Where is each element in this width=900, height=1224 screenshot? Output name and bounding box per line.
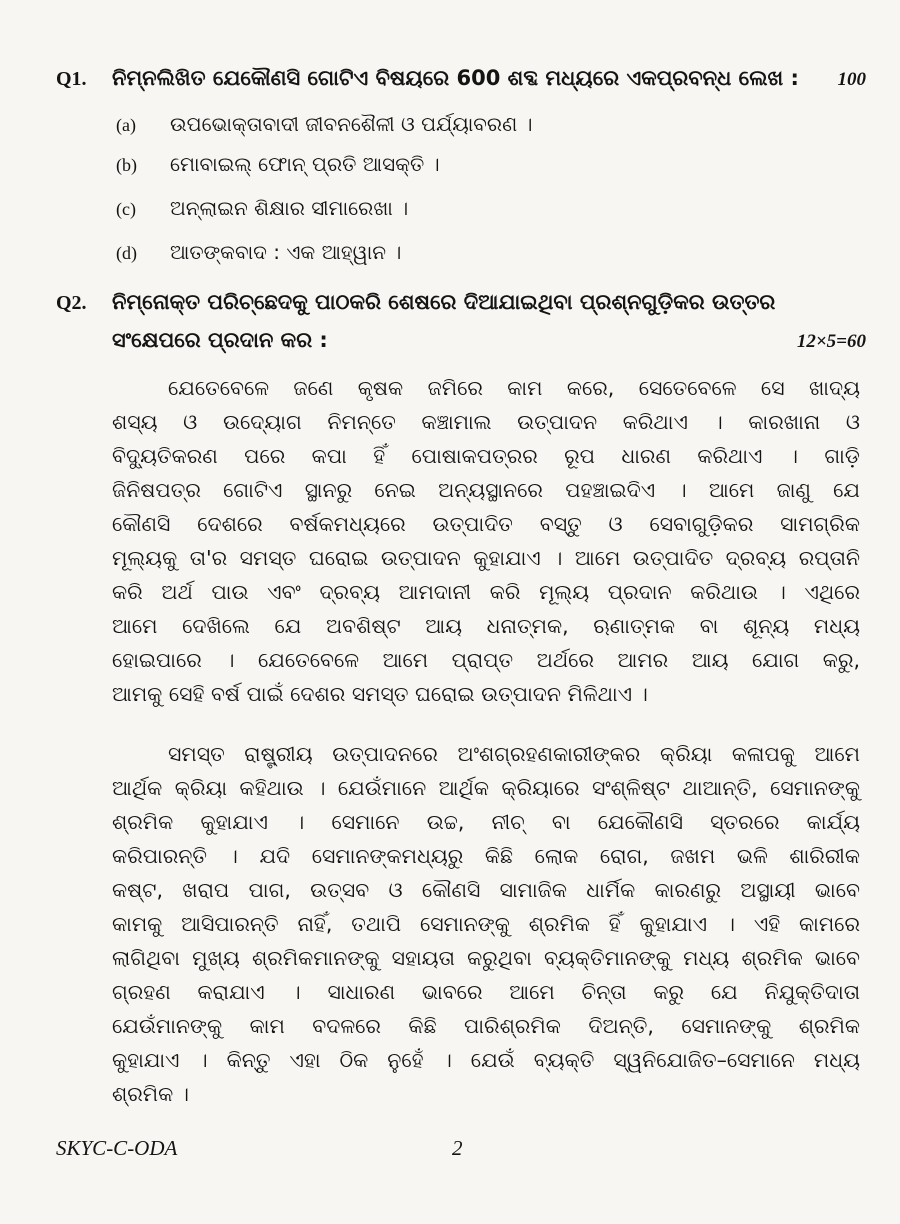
passage-line: ଆର୍ଥିକ କ୍ରିୟା କହିଥାଉ । ଯେଉଁମାନେ ଆର୍ଥିକ କ୍ରିୟାରେ ସଂଶ୍ଳିଷ୍ଟ ଥାଆନ୍ତି, ସେମାନଙ୍କୁ [112, 776, 860, 800]
passage-line: ଶ୍ରମିକ । [112, 1082, 190, 1106]
passage-line: କୌଣସି ଦେଶରେ ବର୍ଷକମଧ୍ୟରେ ଉତ୍ପାଦିତ ବସ୍ତୁ ଓ ସେବାଗୁଡ଼ିକର ସାମଗ୍ରିକ [112, 512, 860, 536]
passage-line: କରିପାରନ୍ତି । ଯଦି ସେମାନଙ୍କମଧ୍ୟରୁ କିଛି ଲୋକ ରୋଗ, ଜଖମ ଭଳି ଶାରିରୀକ [112, 844, 860, 868]
option-label: (a) [116, 115, 136, 135]
question-2 [56, 290, 866, 315]
passage-line: ମୂଲ୍ୟକୁ ତା'ର ସମସ୍ତ ଘରୋଇ ଉତ୍ପାଦନ କୁହାଯାଏ । ଆମେ ଉତ୍ପାଦିତ ଦ୍ରବ୍ୟ ରପ୍ତାନି [112, 546, 860, 570]
option-text: ଆତଙ୍କବାଦ : ଏକ ଆହ୍ୱାନ । [170, 240, 402, 264]
passage-line: ଆମେ ଦେଖିଲେ ଯେ ଅବଶିଷ୍ଟ ଆୟ ଧନାତ୍ମକ, ଋଣାତ୍ମକ ବା ଶୂନ୍ୟ ମଧ୍ୟ [112, 614, 860, 638]
question-2-continued [56, 328, 866, 353]
passage-line: ଗ୍ରହଣ କରାଯାଏ । ସାଧାରଣ ଭାବରେ ଆମେ ଚିନ୍ତା କରୁ ଯେ ନିଯୁକ୍ତିଦାତା [112, 980, 860, 1004]
option-label: (b) [116, 155, 137, 175]
option-text: ମୋବାଇଲ୍ ଫୋନ୍ ପ୍ରତି ଆସକ୍ତି । [170, 152, 440, 176]
question-text: ନିମ୍ନୋକ୍ତ ପରିଚ୍ଛେଦକୁ ପାଠକରି ଶେଷରେ ଦିଆଯାଇଥିବା ପ୍ରଶ୍ନଗୁଡ଼ିକର ଉତ୍ତର [112, 290, 776, 314]
passage-line: ଲାଗିଥିବା ମୁଖ୍ୟ ଶ୍ରମିକମାନଙ୍କୁ ସହାୟତା କରୁଥିବା ବ୍ୟକ୍ତିମାନଙ୍କୁ ମଧ୍ୟ ଶ୍ରମିକ ଭାବେ [112, 946, 860, 970]
question-marks: 100 [837, 69, 866, 90]
passage-line: ଶ୍ରମିକ କୁହାଯାଏ । ସେମାନେ ଉଚ୍ଚ, ନୀଚ୍ ବା ଯେକୌଣସି ସ୍ତରରେ କାର୍ଯ୍ୟ [112, 810, 860, 834]
question-marks: 12×5=60 [796, 331, 866, 352]
passage-line: ହୋଇପାରେ । ଯେତେବେଳେ ଆମେ ପ୍ରାପ୍ତ ଅର୍ଥରେ ଆମର ଆୟ ଯୋଗ କରୁ, [112, 648, 860, 672]
question-number: Q2. [56, 292, 87, 314]
passage-line: କରି ଅର୍ଥ ପାଉ ଏବଂ ଦ୍ରବ୍ୟ ଆମଦାନୀ କରି ମୂଲ୍ୟ ପ୍ରଦାନ କରିଥାଉ । ଏଥିରେ [112, 580, 860, 604]
passage-line: ଜିନିଷପତ୍ର ଗୋଟିଏ ସ୍ଥାନରୁ ନେଇ ଅନ୍ୟସ୍ଥାନରେ ପହଞ୍ଚାଇଦିଏ । ଆମେ ଜାଣୁ ଯେ [112, 478, 860, 502]
passage-line: ସମସ୍ତ ରାଷ୍ଟ୍ରୀୟ ଉତ୍ପାଦନରେ ଅଂଶଗ୍ରହଣକାରୀଙ୍କର କ୍ରିୟା କଳାପକୁ ଆମେ [168, 742, 860, 766]
option-c [116, 196, 408, 220]
page-number: 2 [452, 1136, 463, 1160]
option-label: (c) [116, 199, 136, 219]
passage-line: କୁହାଯାଏ । କିନ୍ତୁ ଏହା ଠିକ ନୁହେଁ । ଯେଉଁ ବ୍ୟକ୍ତି ସ୍ୱନିଯୋଜିତ–ସେମାନେ ମଧ୍ୟ [112, 1048, 860, 1072]
option-b [116, 152, 440, 176]
option-a [116, 112, 533, 136]
passage-line: ବିଦ୍ୟୁତିକରଣ ପରେ କପା ହିଁ ପୋଷାକପତ୍ରର ରୂପ ଧାରଣ କରିଥାଏ । ଗାଡ଼ି [112, 444, 860, 468]
passage-line: ଯେଉଁମାନଙ୍କୁ କାମ ବଦଳରେ କିଛି ପାରିଶ୍ରମିକ ଦିଅନ୍ତି, ସେମାନଙ୍କୁ ଶ୍ରମିକ [112, 1014, 860, 1038]
option-d [116, 240, 401, 264]
passage-line: କଷ୍ଟ, ଖରାପ ପାଗ, ଉତ୍ସବ ଓ କୌଣସି ସାମାଜିକ ଧାର୍ମିକ କାରଣରୁ ଅସ୍ଥାୟୀ ଭାବେ [112, 878, 860, 902]
option-text: ଅନ୍‌ଲାଇନ ଶିକ୍ଷାର ସୀମାରେଖା । [170, 196, 409, 220]
passage-line: ଆମକୁ ସେହି ବର୍ଷ ପାଇଁ ଦେଶର ସମସ୍ତ ଘରୋଇ ଉତ୍ପାଦନ ମିଳିଥାଏ । [112, 682, 648, 706]
passage-line: କାମକୁ ଆସିପାରନ୍ତି ନାହିଁ, ତଥାପି ସେମାନଙ୍କୁ ଶ୍ରମିକ ହିଁ କୁହାଯାଏ । ଏହି କାମରେ [112, 912, 860, 936]
passage-line: ଶସ୍ୟ ଓ ଉଦ୍ୟୋଗ ନିମନ୍ତେ କଞ୍ଚାମାଲ ଉତ୍ପାଦନ କରିଥାଏ । କାରଖାନା ଓ [112, 410, 860, 434]
question-text: ସଂକ୍ଷେପରେ ପ୍ରଦାନ କର : [112, 328, 328, 352]
question-number: Q1. [56, 68, 87, 90]
question-1 [56, 66, 866, 91]
option-label: (d) [116, 243, 137, 263]
question-text: ନିମ୍ନଲିଖିତ ଯେକୌଣସି ଗୋଟିଏ ବିଷୟରେ 600 ଶବ୍ଦ ମଧ୍ୟରେ ଏକପ୍ରବନ୍ଧ ଲେଖ : [112, 66, 799, 90]
passage-line: ଯେତେବେଳେ ଜଣେ କୃଷକ ଜମିରେ କାମ କରେ, ସେତେବେଳେ ସେ ଖାଦ୍ୟ [168, 376, 860, 400]
paper-code: SKYC-C-ODA [56, 1136, 178, 1160]
option-text: ଉପଭୋକ୍ତାବାଦୀ ଜୀବନଶୈଳୀ ଓ ପର୍ଯ୍ୟାବରଣ । [170, 112, 533, 136]
